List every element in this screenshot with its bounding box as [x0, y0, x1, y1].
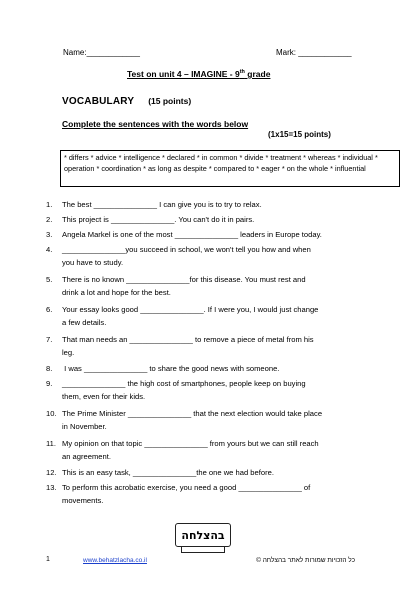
page-number: 1	[46, 556, 50, 563]
question-text: drink a lot and hope for the best.	[62, 288, 171, 297]
question-text: There is no known _______________for this disease. You must rest and	[62, 275, 306, 284]
question-item	[46, 303, 366, 329]
question-number: 7.	[46, 335, 53, 344]
question-text: them, even for their kids.	[62, 392, 146, 401]
question-item	[46, 362, 366, 375]
question-item	[46, 481, 366, 507]
question-item	[46, 198, 366, 211]
logo-stand	[181, 546, 225, 553]
question-line	[46, 303, 366, 316]
question-number: 5.	[46, 275, 53, 284]
website-link[interactable]: www.behatzlacha.co.il	[83, 557, 147, 564]
question-line	[46, 390, 366, 403]
question-text: Your essay looks good _______________. If I were you, I would just change	[62, 305, 319, 314]
question-line	[46, 466, 366, 479]
question-line	[46, 273, 366, 286]
question-line	[46, 481, 366, 494]
behatzlacha-logo: בהצלחה	[175, 523, 231, 547]
question-text: Angela Markel is one of the most _______________ leaders in Europe today.	[62, 230, 322, 239]
question-item	[46, 407, 366, 433]
question-line	[46, 450, 366, 463]
question-number: 12.	[46, 468, 57, 477]
question-text: This project is _______________. You can't do it in pairs.	[62, 215, 255, 224]
question-line	[46, 437, 366, 450]
question-text: an agreement.	[62, 452, 111, 461]
question-number: 4.	[46, 245, 53, 254]
question-number: 10.	[46, 409, 57, 418]
name-field-label: Name:____________	[63, 48, 140, 57]
question-number: 9.	[46, 379, 53, 388]
question-text: My opinion on that topic _______________ from yours but we can still reach	[62, 439, 319, 448]
question-text: To perform this acrobatic exercise, you need a good _______________ of	[62, 483, 311, 492]
question-number: 6.	[46, 305, 53, 314]
question-text: movements.	[62, 496, 104, 505]
question-line	[46, 286, 366, 299]
question-line	[46, 377, 366, 390]
question-line	[46, 243, 366, 256]
question-line	[46, 198, 366, 211]
mark-field-label: Mark: ____________	[276, 48, 352, 57]
instruction-subpoints: (1x15=15 points)	[268, 130, 331, 139]
question-item	[46, 466, 366, 479]
question-line	[46, 494, 366, 507]
question-number: 2.	[46, 215, 53, 224]
test-title-sup: th	[239, 69, 245, 76]
copyright-text: כל הזכויות שמורות לאתר בהצלחה ©	[256, 557, 355, 564]
question-text: a few details.	[62, 318, 107, 327]
question-item	[46, 243, 366, 269]
question-line	[46, 346, 366, 359]
question-text: That man needs an _______________ to remove a piece of metal from his	[62, 335, 314, 344]
question-item	[46, 437, 366, 463]
question-line	[46, 213, 366, 226]
instruction-text: Complete the sentences with the words below	[62, 119, 249, 129]
question-line	[46, 362, 366, 375]
question-text: _______________ the high cost of smartphones, people keep on buying	[62, 379, 306, 388]
question-item	[46, 213, 366, 226]
question-item	[46, 273, 366, 299]
question-text: The best _______________ I can give you is to try to relax.	[62, 200, 262, 209]
word-bank-box: * differs * advice * intelligence * declared * in common * divide * treatment * whereas * individual * operation * coordination * as long as despite * compared to * eager * on the whole * influential	[60, 150, 400, 187]
test-title-main: Test on unit 4 – IMAGINE - 9	[127, 69, 240, 79]
test-title-end: grade	[244, 69, 271, 79]
question-number: 1.	[46, 200, 53, 209]
section-points: (15 points)	[148, 96, 192, 106]
section-heading-text: VOCABULARY	[62, 96, 135, 107]
question-text: leg.	[62, 348, 75, 357]
section-heading	[62, 96, 191, 107]
question-line	[46, 420, 366, 433]
question-line	[46, 333, 366, 346]
question-line	[46, 228, 366, 241]
question-text: _______________you succeed in school, we won't tell you how and when	[62, 245, 311, 254]
test-title	[127, 69, 270, 79]
question-number: 13.	[46, 483, 57, 492]
question-item	[46, 333, 366, 359]
question-item	[46, 228, 366, 241]
question-text: I was _______________ to share the good news with someone.	[62, 364, 280, 373]
question-text: you have to study.	[62, 258, 124, 267]
question-text: The Prime Minister _______________ that the next election would take place	[62, 409, 323, 418]
question-line	[46, 256, 366, 269]
question-number: 11.	[46, 439, 56, 448]
question-item	[46, 377, 366, 403]
question-text: This is an easy task, _______________the one we had before.	[62, 468, 274, 477]
question-number: 3.	[46, 230, 53, 239]
question-line	[46, 407, 366, 420]
question-text: in November.	[62, 422, 107, 431]
question-line	[46, 316, 366, 329]
question-number: 8.	[46, 364, 53, 373]
